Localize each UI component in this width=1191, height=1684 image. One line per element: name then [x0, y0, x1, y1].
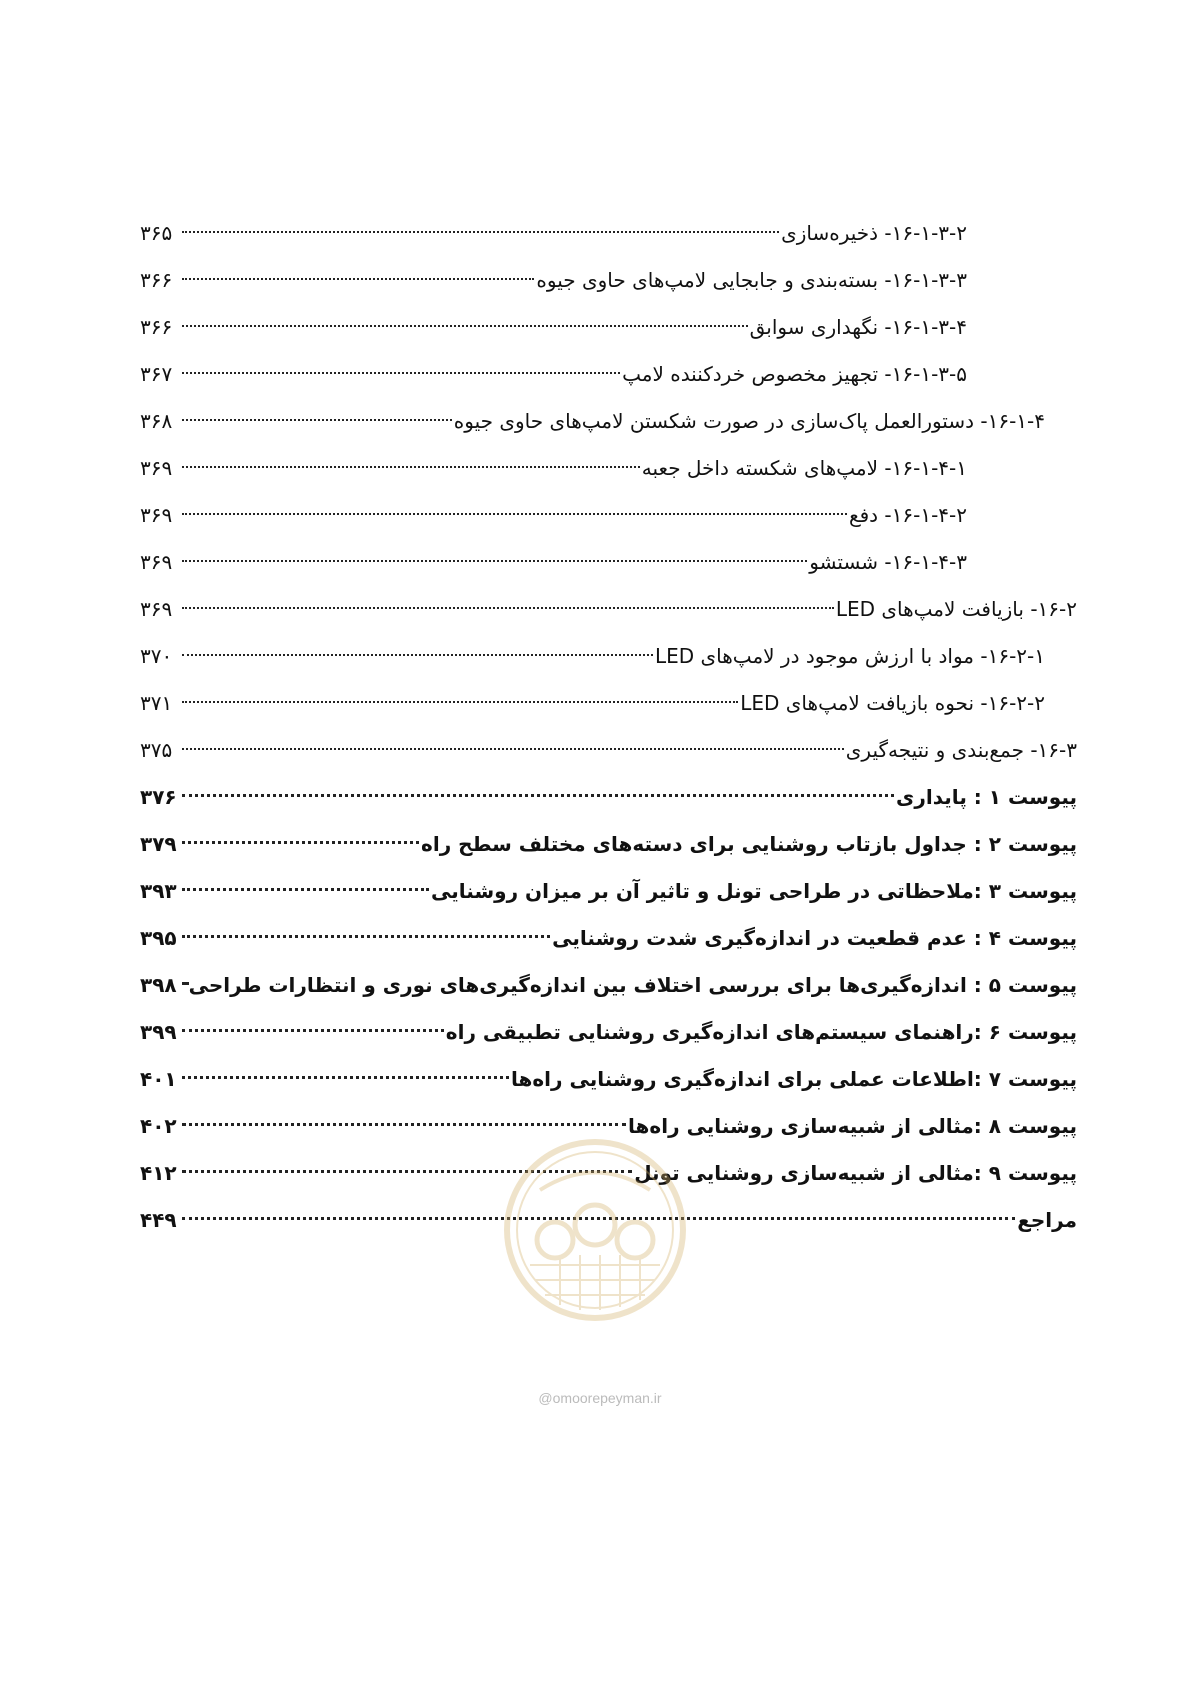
toc-dot-leader — [182, 560, 807, 562]
toc-entry[interactable] — [140, 1009, 1077, 1056]
toc-entry-page-number: ۴۱۲ — [140, 1161, 177, 1185]
toc-dot-leader — [182, 1123, 626, 1126]
toc-dot-leader — [182, 841, 419, 844]
toc-entry[interactable] — [140, 633, 1077, 680]
toc-dot-leader — [182, 748, 844, 750]
toc-entry-title: ۱۶-۳- جمع‌بندی و نتیجه‌گیری — [845, 738, 1077, 762]
toc-entry[interactable] — [140, 774, 1077, 821]
toc-entry[interactable] — [140, 727, 1077, 774]
toc-dot-leader — [182, 654, 653, 656]
toc-entry-page-number: ۳۷۹ — [140, 832, 177, 856]
toc-entry-title: ۱۶-۱-۳-۲- ذخیره‌سازی — [781, 221, 967, 245]
toc-entry-title: پیوست ۵ : اندازه‌گیری‌ها برای بررسی اختلاف بین اندازه‌گیری‌های نوری و انتظارات طراحی — [188, 973, 1077, 997]
toc-dot-leader — [182, 419, 452, 421]
toc-entry-page-number: ۳۷۰ — [140, 644, 173, 668]
toc-entry[interactable] — [140, 868, 1077, 915]
toc-entry-title: پیوست ۳ :ملاحظاتی در طراحی تونل و تاثیر آن بر میزان روشنایی — [431, 879, 1077, 903]
toc-entry-title: پیوست ۶ :راهنمای سیستم‌های اندازه‌گیری روشنایی تطبیقی راه — [445, 1020, 1077, 1044]
toc-entry-page-number: ۳۶۹ — [140, 456, 173, 480]
toc-entry-page-number: ۳۹۵ — [140, 926, 177, 950]
toc-entry-page-number: ۳۹۳ — [140, 879, 177, 903]
toc-entry-title: مراجع — [1017, 1208, 1077, 1232]
toc-entry[interactable] — [140, 445, 1077, 492]
toc-entry-page-number: ۳۶۹ — [140, 597, 173, 621]
toc-entry[interactable] — [140, 1056, 1077, 1103]
toc-entry-page-number: ۳۹۹ — [140, 1020, 177, 1044]
watermark-url: @omoorepeyman.ir — [538, 1390, 662, 1406]
toc-dot-leader — [182, 513, 847, 515]
toc-entry[interactable] — [140, 492, 1077, 539]
toc-entry-title: ۱۶-۲-۱- مواد با ارزش موجود در لامپ‌های LED — [654, 644, 1045, 668]
toc-dot-leader — [182, 607, 834, 609]
toc-entry-title: پیوست ۱ : پایداری — [896, 785, 1077, 809]
toc-dot-leader — [182, 888, 429, 891]
toc-entry-title: پیوست ۴ : عدم قطعیت در اندازه‌گیری شدت روشنایی — [552, 926, 1077, 950]
toc-entry[interactable] — [140, 398, 1077, 445]
watermark-logo — [500, 1135, 690, 1325]
toc-entry-page-number: ۳۶۷ — [140, 362, 173, 386]
toc-entry[interactable] — [140, 680, 1077, 727]
toc-dot-leader — [182, 935, 550, 938]
toc-entry[interactable] — [140, 210, 1077, 257]
toc-entry-page-number: ۳۶۶ — [140, 315, 173, 339]
toc-entry-title: ۱۶-۲-۲- نحوه بازیافت لامپ‌های LED — [740, 691, 1045, 715]
toc-entry[interactable] — [140, 539, 1077, 586]
toc-entry-title: ۱۶-۲- بازیافت لامپ‌های LED — [835, 597, 1077, 621]
toc-entry-title: ۱۶-۱-۳-۵- تجهیز مخصوص خردکننده لامپ — [622, 362, 967, 386]
toc-entry-title: ۱۶-۱-۴-۳- شستشو — [809, 550, 967, 574]
table-of-contents — [140, 210, 1077, 1244]
toc-entry[interactable] — [140, 257, 1077, 304]
toc-entry-page-number: ۴۴۹ — [140, 1208, 177, 1232]
toc-entry-page-number: ۴۰۱ — [140, 1067, 177, 1091]
toc-dot-leader — [182, 278, 534, 280]
toc-entry-page-number: ۴۰۲ — [140, 1114, 177, 1138]
toc-entry-page-number: ۳۶۸ — [140, 409, 173, 433]
toc-entry-title: ۱۶-۱-۴-۲- دفع — [848, 503, 967, 527]
toc-entry-title: پیوست ۷ :اطلاعات عملی برای اندازه‌گیری روشنایی راه‌ها — [510, 1067, 1077, 1091]
toc-entry-title: پیوست ۹ :مثالی از شبیه‌سازی روشنایی تونل — [634, 1161, 1077, 1185]
toc-entry[interactable] — [140, 915, 1077, 962]
toc-dot-leader — [182, 466, 640, 468]
toc-entry-page-number: ۳۷۵ — [140, 738, 173, 762]
toc-dot-leader — [182, 701, 738, 703]
toc-entry[interactable] — [140, 351, 1077, 398]
toc-entry-title: پیوست ۸ :مثالی از شبیه‌سازی روشنایی راه‌ها — [628, 1114, 1077, 1138]
toc-entry-title: ۱۶-۱-۳-۳- بسته‌بندی و جابجایی لامپ‌های حاوی جیوه — [536, 268, 967, 292]
toc-entry-title: ۱۶-۱-۴-۱- لامپ‌های شکسته داخل جعبه — [641, 456, 967, 480]
toc-entry[interactable] — [140, 821, 1077, 868]
toc-entry[interactable] — [140, 304, 1077, 351]
toc-entry[interactable] — [140, 962, 1077, 1009]
toc-entry[interactable] — [140, 586, 1077, 633]
toc-entry-title: پیوست ۲ : جداول بازتاب روشنایی برای دسته‌های مختلف سطح راه — [421, 832, 1077, 856]
toc-entry-page-number: ۳۶۹ — [140, 503, 173, 527]
toc-entry-page-number: ۳۹۸ — [140, 973, 177, 997]
toc-entry-title: ۱۶-۱-۴- دستورالعمل پاک‌سازی در صورت شکستن لامپ‌های حاوی جیوه — [453, 409, 1045, 433]
toc-entry-title: ۱۶-۱-۳-۴- نگهداری سوابق — [749, 315, 967, 339]
toc-dot-leader — [182, 794, 894, 797]
toc-dot-leader — [182, 231, 779, 233]
toc-dot-leader — [182, 1029, 444, 1032]
toc-dot-leader — [182, 372, 620, 374]
toc-entry-page-number: ۳۶۹ — [140, 550, 173, 574]
toc-entry-page-number: ۳۶۵ — [140, 221, 173, 245]
toc-entry-page-number: ۳۷۱ — [140, 691, 173, 715]
toc-dot-leader — [182, 1076, 509, 1079]
toc-entry-page-number: ۳۶۶ — [140, 268, 173, 292]
toc-entry-page-number: ۳۷۶ — [140, 785, 177, 809]
toc-dot-leader — [182, 982, 187, 985]
toc-dot-leader — [182, 325, 748, 327]
